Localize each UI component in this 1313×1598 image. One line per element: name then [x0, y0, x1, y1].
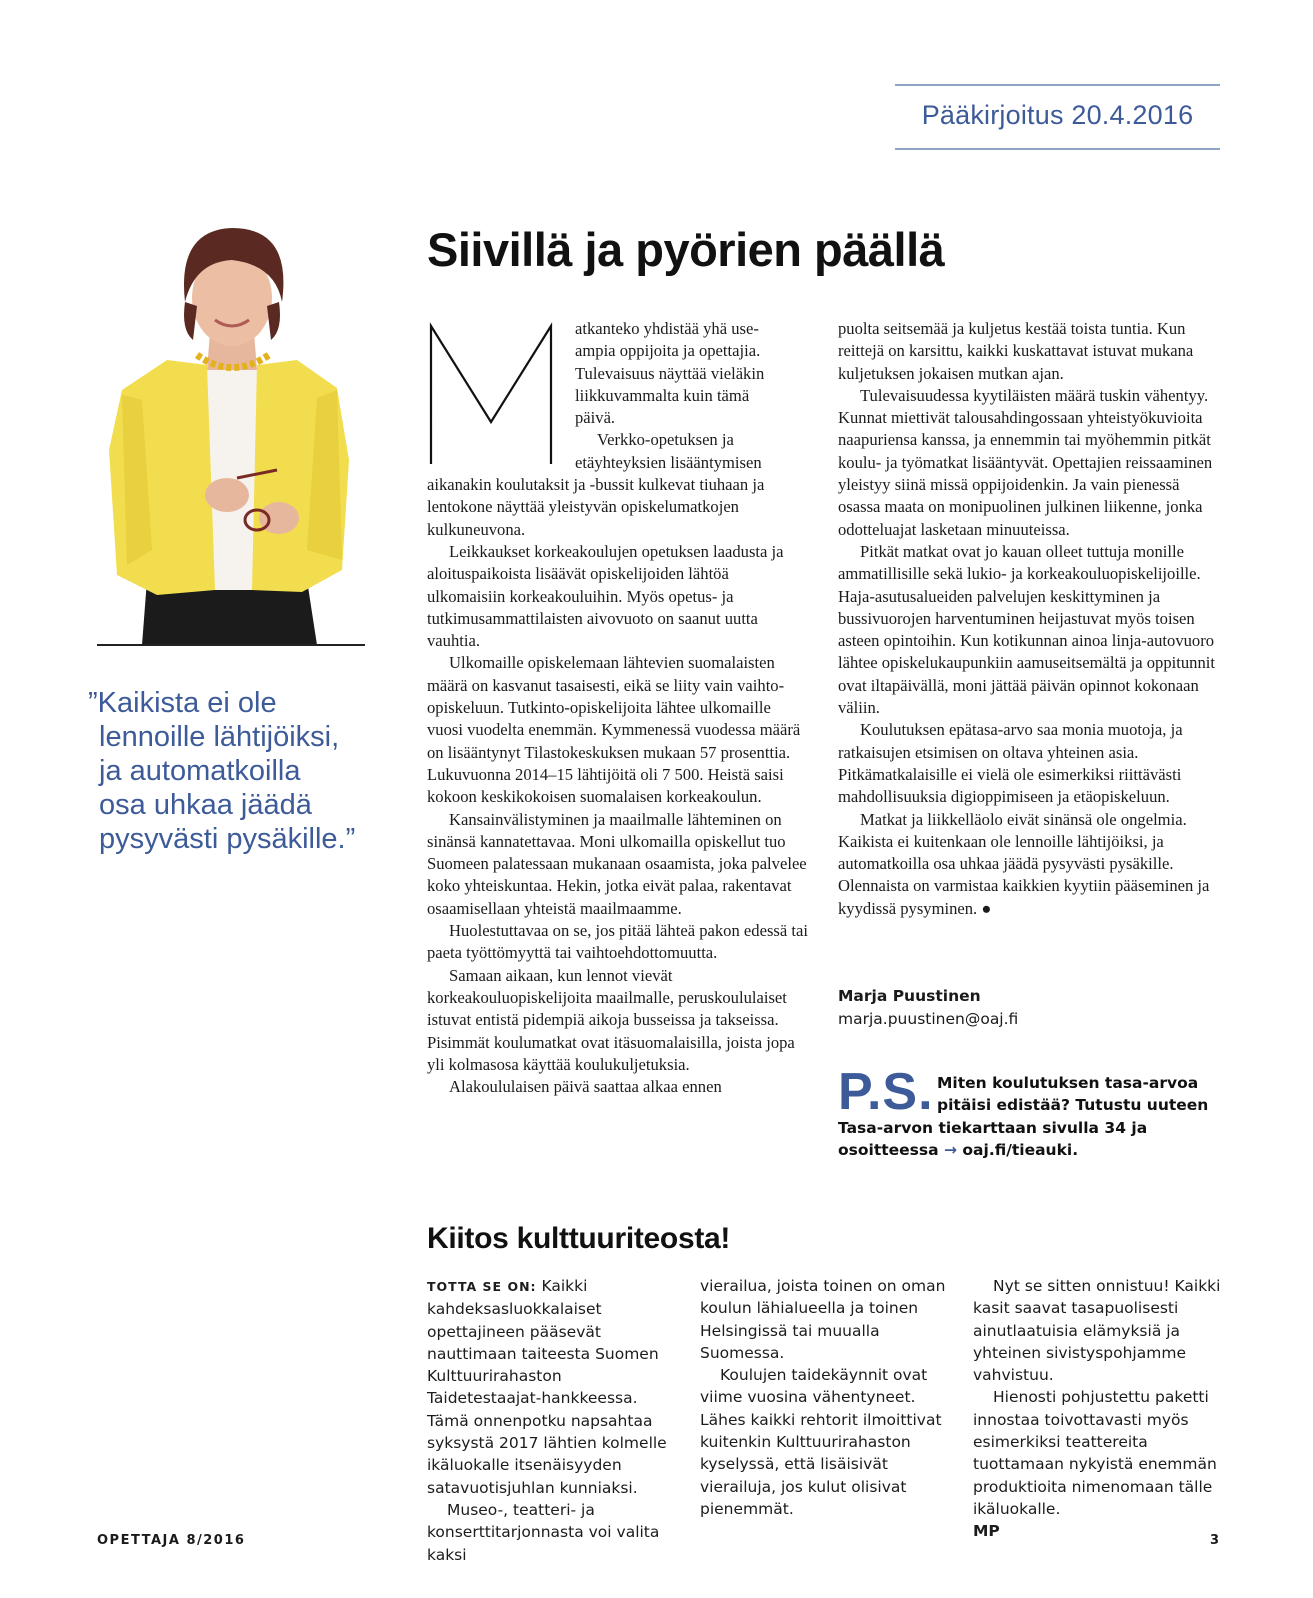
- article-column-1: [427, 318, 809, 1098]
- pull-quote-line: osa uhkaa jäädä: [99, 789, 312, 821]
- sidebar-column-1: [427, 1275, 677, 1566]
- article-line: päivä.: [575, 408, 616, 428]
- article-line: Tulevaisuus näyttää vieläkin: [575, 363, 765, 383]
- pull-quote-line: pysyvästi pysäkille.”: [99, 823, 356, 855]
- header-top-rule: [895, 84, 1220, 86]
- author-signature: [838, 985, 1018, 1031]
- ps-line-4: [838, 1139, 1228, 1161]
- article-line: etäyhteyksien lisääntymisen: [575, 452, 762, 472]
- sidebar-paragraph: Nyt se sitten onnistuu! Kaikki kasit saavat tasapuolisesti ainutlaatuisia elämyksiä ja yhteinen sivistyspohjamme vahvistuu.: [973, 1277, 1221, 1385]
- article-column-2: [838, 318, 1222, 920]
- author-email[interactable]: marja.puustinen@oaj.fi: [838, 1010, 1019, 1028]
- article-line: Verkko-opetuksen ja: [597, 430, 734, 450]
- article-line: liikkuvammalta kuin tämä: [575, 385, 750, 405]
- header-bottom-rule: [895, 148, 1220, 150]
- sidebar-column-3: [973, 1275, 1223, 1543]
- article-paragraph: Ulkomaille opiskelemaan lähtevien suomalaisten määrä on kasvanut tasaisesti, eikä se liity vain vaihto-opiskeluun. Tutkinto-opiskelijoita lähtee ulkomaille vuosi vuodelta enemmän. Kymmenessä vuodessa määrä on lisääntynyt Tilastokeskuksen mukaan 57 prosenttia. Lukuvuonna 2014–15 lähtijöitä oli 7 500. Heistä saisi kokoon keskikokoisen suomalaisen korkeakoulun.: [427, 653, 801, 807]
- sidebar-headline: Kiitos kulttuuriteosta!: [427, 1222, 731, 1255]
- arrow-right-icon: →: [944, 1140, 957, 1159]
- article-paragraph: Leikkaukset korkeakoulujen opetuksen laadusta ja aloituspaikoista lisäävät opiskelijoiden lähtöä ulkomaisiin korkeakouluihin. Myös opetus- ja tutkimusammattilaisten aivovuoto on saanut uutta vauhtia.: [427, 541, 784, 651]
- sidebar-paragraph: Hienosti pohjustettu paketti innostaa toivottavasti myös esimerkiksi teattereita tuottamaan nykyistä enemmän produktioita nimenomaan tälle ikäluokalle.: [973, 1388, 1217, 1518]
- ps-mark: P.S.: [838, 1063, 934, 1121]
- sidebar-paragraph: Koulujen taidekäynnit ovat viime vuosina vähentyneet. Lähes kaikki rehtorit ilmoittivat kuitenkin Kulttuurirahaston kyselyssä, että lisäisivät vierailuja, jos kulut olisivat pienemmät.: [700, 1366, 942, 1518]
- article-line: atkanteko yhdistää yhä use-: [575, 319, 759, 338]
- footer-publication: OPETTAJA 8/2016: [97, 1533, 246, 1548]
- author-portrait: [97, 220, 365, 645]
- sidebar-kicker: TOTTA SE ON:: [427, 1279, 537, 1294]
- sidebar-column-2: [700, 1275, 950, 1520]
- sidebar-initials: MP: [973, 1522, 1000, 1541]
- section-header: Pääkirjoitus 20.4.2016: [921, 100, 1194, 130]
- ps-line: pitäisi edistää? Tutustu uuteen: [937, 1096, 1209, 1115]
- article-paragraph: aikanakin koulutaksit ja -bussit kulkevat tiuhaan ja lentokone näyttää yleistyvän opiskelumatkojen kulkuneuvona.: [427, 475, 765, 539]
- ps-line: Tasa-arvon tiekarttaan sivulla 34 ja: [838, 1118, 1148, 1137]
- article-paragraph: Samaan aikaan, kun lennot vievät korkeakouluopiskelijoita maailmalle, peruskoululaiset istuvat entistä pidempiä aikoja busseissa ja takseissa. Pisimmät koulumatkat ovat itäsuomalaisilla, joista jopa yli kolmasosa käyttää koulukuljetuksia.: [427, 965, 795, 1074]
- ps-line: Miten koulutuksen tasa-arvoa: [937, 1074, 1199, 1092]
- article-paragraph: Pitkät matkat ovat jo kauan olleet tuttuja monille ammatillisille sekä lukio- ja korkeakouluopiskelijoille. Haja-asutusalueiden palvelujen keskittyminen ja bussivuorojen harventuminen heijastuvat myös toisen asteen opintoihin. Kun kotikunnan ainoa linja-autovuoro lähtee opiskelukaupunkiin aamuseitsemältä ja oppitunnit ovat iltapäivällä, moni jättää päivän opinnot kokonaan väliin.: [838, 541, 1215, 718]
- ps-link[interactable]: oaj.fi/tieauki.: [962, 1140, 1079, 1159]
- sidebar-lead-text: Kaikki kahdeksasluokkalaiset opettajineen pääsevät nauttimaan taiteesta Suomen Kulttuurirahaston Taidetestaajat-hankkeessa. Tämä onnenpotku napsahtaa syksystä 2017 lähtien kolmelle ikäluokalle itsenäisyyden satavuotisjuhlan kunniaksi.: [427, 1277, 667, 1497]
- pull-quote-line: lennoille lähtijöiksi,: [99, 721, 340, 753]
- article-paragraph: Alakoululaisen päivä saattaa alkaa ennen: [449, 1077, 722, 1097]
- pull-quote-line: ja automatkoilla: [99, 755, 301, 787]
- author-name: Marja Puustinen: [838, 987, 981, 1005]
- article-paragraph: puolta seitsemää ja kuljetus kestää toista tuntia. Kun reittejä on karsittu, kaikki kuskattavat istuvat mukana kuljetuksen jokaisen mutkan ajan.: [838, 319, 1194, 383]
- portrait-rule: [97, 644, 365, 646]
- sidebar-paragraph: Museo-, teatteri- ja konserttitarjonnasta voi valita kaksi: [427, 1500, 660, 1564]
- footer-page-number: 3: [1210, 1533, 1220, 1548]
- article-paragraph: Matkat ja liikkelläolo eivät sinänsä ole ongelmia. Kaikista ei kuitenkaan ole lennoille lähtijöiksi, ja automatkoilla osa uhkaa jäädä pysyvästi pysäkille. Olennaista on varmistaa kaikkien kyytiin pääseminen ja kyydissä pysyminen. ●: [838, 809, 1210, 918]
- sidebar-paragraph: [427, 1275, 677, 1499]
- pull-quote-line: ”Kaikista ei ole: [88, 687, 277, 719]
- ps-note: [838, 1072, 1228, 1161]
- pull-quote: [88, 686, 378, 856]
- sidebar-paragraph: vierailua, joista toinen on oman koulun lähialueella ja toinen Helsingissä tai muualla Suomessa.: [700, 1277, 946, 1362]
- article-line: ampia oppijoita ja opettajia.: [575, 341, 761, 361]
- article-paragraph: Huolestuttavaa on se, jos pitää lähteä pakon edessä tai paeta työttömyyttä tai vaihtoehdottomuutta.: [427, 921, 808, 963]
- article-paragraph: Kansainvälistyminen ja maailmalle lähteminen on sinänsä kannatettavaa. Moni ulkomailla opiskellut tuo Suomeen palatessaan mukanaan osaamista, joka palvelee koko yhteiskuntaa. Hekin, jotka eivät palaa, rakentavat osaamisellaan yhteistä maailmaamme.: [427, 809, 807, 918]
- ps-line-prefix: osoitteessa: [838, 1140, 939, 1159]
- article-paragraph: Tulevaisuudessa kyytiläisten määrä tuskin vähentyy. Kunnat miettivät talousahdingossaan yhteistyökuvioita naapuriensa kanssa, ja ennemmin tai myöhemmin pitkät koulu- ja työmatkat lisääntyvät. Opettajien reissaaminen yleistyy siinä missä oppijoidenkin. Ja vain pienessä osassa maata on monipuolinen julkinen liikenne, jonka odotteluajat lasketaan minuuteissa.: [838, 385, 1213, 539]
- article-paragraph: Koulutuksen epätasa-arvo saa monia muotoja, ja ratkaisujen etsimisen on oltava yhteinen asia. Pitkämatkalaisille ei vielä ole esimerkiksi riittävästi mahdollisuuksia digioppimiseen ja etäopiskeluun.: [838, 720, 1183, 807]
- article-headline: Siivillä ja pyörien päällä: [427, 223, 945, 276]
